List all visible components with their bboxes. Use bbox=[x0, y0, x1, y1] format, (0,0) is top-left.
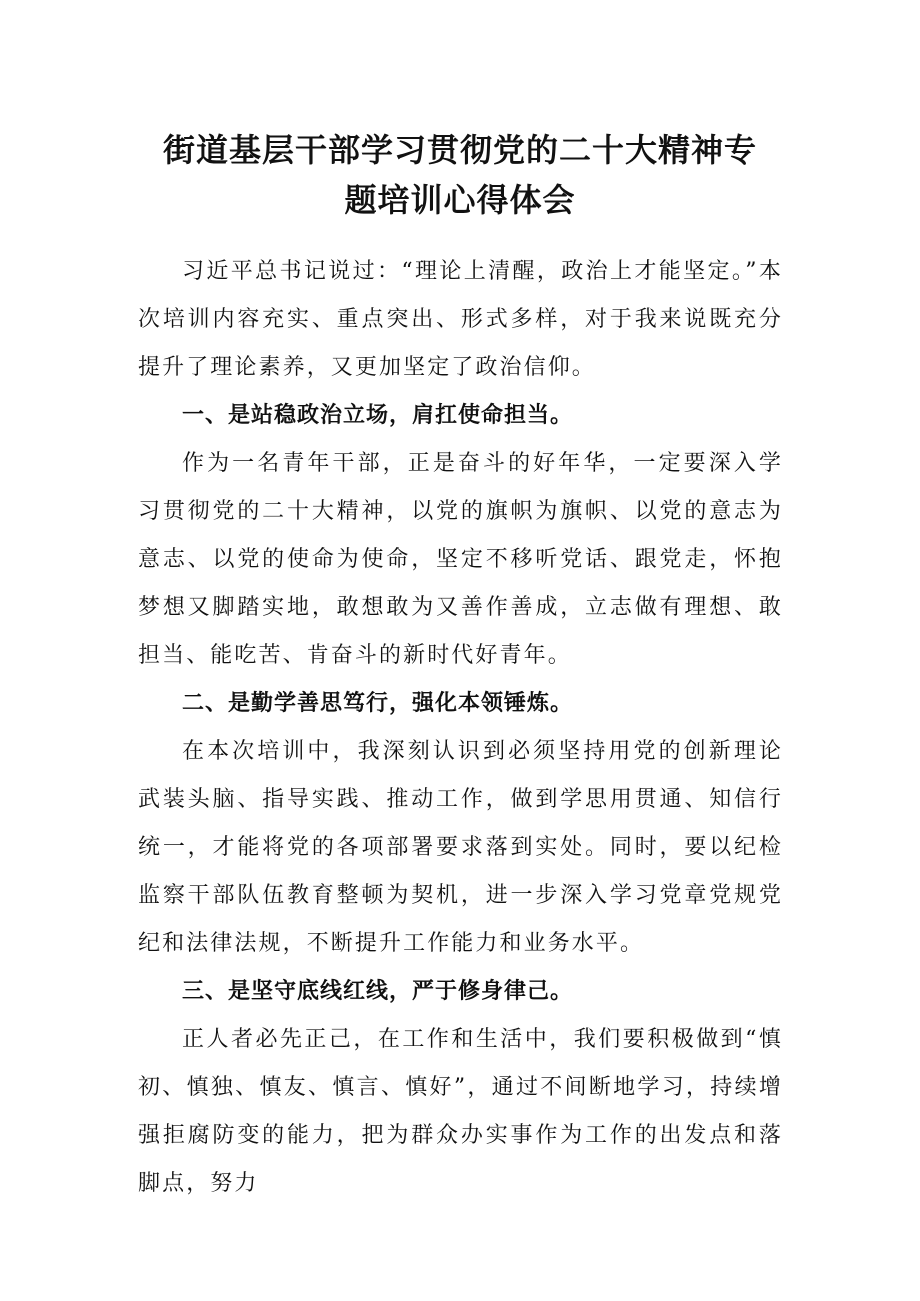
section-heading-2: 二、是勤学善思笃行，强化本领锤炼。 bbox=[182, 691, 574, 716]
section-paragraph-3: 正人者必先正己，在工作和生活中，我们要积极做到“慎初、慎独、慎友、慎言、慎好”，通过不间断地学习，持续增强拒腐防变的能力，把为群众办实事作为工作的出发点和落脚点，努力 bbox=[138, 1027, 783, 1196]
document-title-line-2: 题培训心得体会 bbox=[344, 181, 576, 219]
section-heading-3: 三、是坚守底线红线，严于修身律己。 bbox=[182, 979, 574, 1004]
document-title-line-1: 街道基层干部学习贯彻党的二十大精神专 bbox=[162, 131, 757, 169]
intro-paragraph: 习近平总书记说过：“理论上清醒，政治上才能坚定。”本次培训内容充实、重点突出、形式多样，对于我来说既充分提升了理论素养，又更加坚定了政治信仰。 bbox=[138, 259, 783, 380]
section-heading-1: 一、是站稳政治立场，肩扛使命担当。 bbox=[182, 403, 574, 428]
section-paragraph-1: 作为一名青年干部，正是奋斗的好年华，一定要深入学习贯彻党的二十大精神，以党的旗帜为旗帜、以党的意志为意志、以党的使命为使命，坚定不移听党话、跟党走，怀抱梦想又脚踏实地，敢想敢为又善作善成，立志做有理想、敢担当、能吃苦、肯奋斗的新时代好青年。 bbox=[138, 451, 783, 668]
document-body bbox=[138, 248, 783, 1208]
section-paragraph-2: 在本次培训中，我深刻认识到必须坚持用党的创新理论武装头脑、指导实践、推动工作，做到学思用贯通、知信行统一，才能将党的各项部署要求落到实处。同时，要以纪检监察干部队伍教育整顿为契机，进一步深入学习党章党规党纪和法律法规，不断提升工作能力和业务水平。 bbox=[138, 739, 783, 956]
